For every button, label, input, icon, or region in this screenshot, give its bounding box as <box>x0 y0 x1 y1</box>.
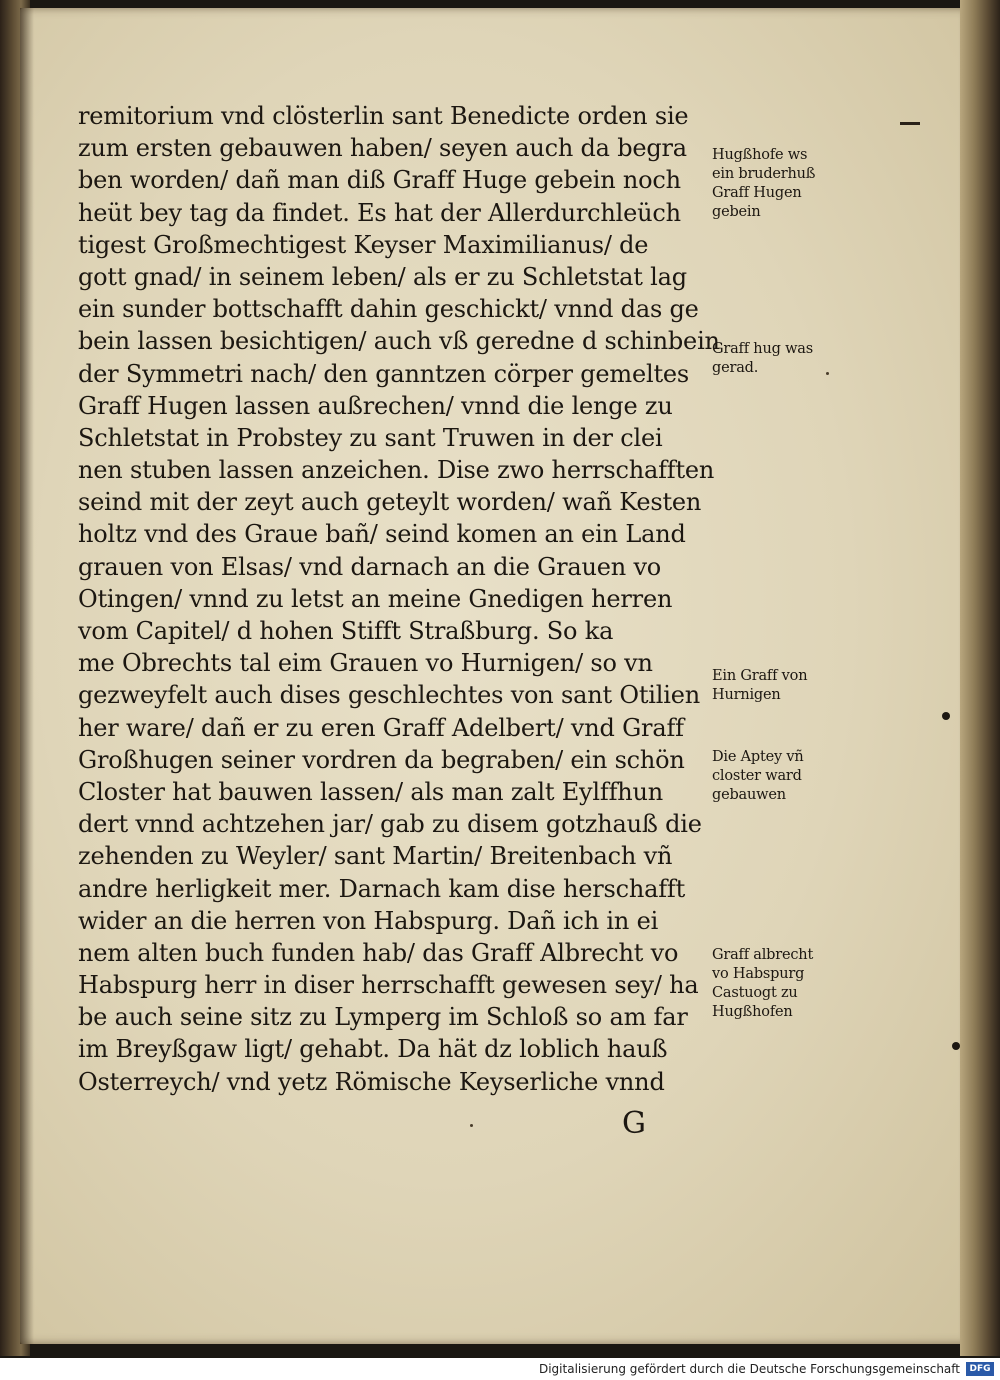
footer-credit: Digitalisierung gefördert durch die Deutsche Forschungsgemeinschaft <box>538 1362 960 1376</box>
text-line: zehenden zu Weyler/ sant Martin/ Breitenbach vñ <box>78 842 673 871</box>
text-line: tigest Großmechtigest Keyser Maximilianus/ de <box>78 230 649 259</box>
signature-mark: G <box>622 1106 646 1141</box>
page-gutter-shadow <box>20 8 34 1344</box>
text-line: ben worden/ dañ man diß Graff Huge gebein noch <box>78 166 681 195</box>
marginal-note-hurnigen <box>712 667 872 705</box>
marginal-note-graff-hug <box>712 340 872 378</box>
marginal-note-line: gerad. <box>712 360 759 376</box>
text-line: zum ersten gebauwen haben/ seyen auch da begra <box>78 134 687 163</box>
marginal-note-line: Die Aptey vñ <box>712 749 804 765</box>
ink-speck <box>470 1124 473 1127</box>
text-line: nem alten buch funden hab/ das Graff Albrecht vo <box>78 938 679 967</box>
text-line: andre herligkeit mer. Darnach kam dise herschafft <box>78 874 686 903</box>
page-mark-dash <box>900 122 920 125</box>
marginal-note-hugshofen <box>712 146 872 222</box>
text-line: be auch seine sitz zu Lymperg im Schloß so am far <box>78 1003 688 1032</box>
marginal-note-line: Ein Graff von <box>712 668 808 684</box>
main-text-block <box>78 100 738 1098</box>
text-line: me Obrechts tal eim Grauen vo Hurnigen/ so vn <box>78 649 653 678</box>
page-stack-edge <box>960 0 1000 1356</box>
text-line: im Breyßgaw ligt/ gehabt. Da hät dz loblich hauß <box>78 1035 668 1064</box>
text-line: grauen von Elsas/ vnd darnach an die Grauen vo <box>78 552 662 581</box>
text-line: seind mit der zeyt auch geteylt worden/ wañ Kesten <box>78 488 702 517</box>
text-line: Osterreych/ vnd yetz Römische Keyserliche vnnd <box>78 1067 665 1096</box>
text-line: wider an die herren von Habspurg. Dañ ich in ei <box>78 906 659 935</box>
text-line: vom Capitel/ d hohen Stifft Straßburg. So ka <box>78 617 614 645</box>
text-line: Otingen/ vnnd zu letst an meine Gnedigen herren <box>78 584 673 613</box>
marginal-note-line: Hurnigen <box>712 687 781 703</box>
marginal-note-line: Hugßhofe ws <box>712 147 808 163</box>
marginal-note-line: Graff Hugen <box>712 185 802 201</box>
text-line: bein lassen besichtigen/ auch vß geredne d schinbein <box>78 327 720 356</box>
text-line: gezweyfelt auch dises geschlechtes von sant Otilien <box>78 681 700 710</box>
marginal-note-line: Graff hug was <box>712 341 813 357</box>
ink-dot <box>942 712 950 720</box>
text-line: holtz vnd des Graue bañ/ seind komen an ein Land <box>78 520 686 549</box>
footer-bar <box>0 1358 1000 1380</box>
text-line: Closter hat bauwen lassen/ als man zalt Eylffhun <box>78 777 664 806</box>
marginal-note-line: ein bruderhuß <box>712 166 816 182</box>
text-line: her ware/ dañ er zu eren Graff Adelbert/ vnd Graff <box>78 713 684 742</box>
dfg-logo: DFG <box>966 1362 994 1376</box>
marginal-note-line: Graff albrecht <box>712 947 814 963</box>
text-line: ein sunder bottschafft dahin geschickt/ vnnd das ge <box>78 295 699 324</box>
marginal-note-line: Castuogt zu <box>712 985 798 1001</box>
ink-speck <box>826 372 829 375</box>
text-line: heüt bey tag da findet. Es hat der Allerdurchleüch <box>78 198 681 227</box>
text-line: Habspurg herr in diser herrschafft gewesen sey/ ha <box>78 971 699 1000</box>
text-line: der Symmetri nach/ den ganntzen cörper gemeltes <box>78 359 690 388</box>
text-line: dert vnnd achtzehen jar/ gab zu disem gotzhauß die <box>78 810 702 839</box>
marginal-note-line: vo Habspurg <box>712 966 805 982</box>
marginal-note-line: gebauwen <box>712 787 786 803</box>
marginal-note-line: closter ward <box>712 768 802 784</box>
marginal-note-aptey <box>712 748 872 805</box>
text-line: Großhugen seiner vordren da begraben/ ein schön <box>78 745 685 774</box>
marginal-note-line: gebein <box>712 204 761 220</box>
marginal-note-albrecht <box>712 946 872 1022</box>
text-line: gott gnad/ in seinem leben/ als er zu Schletstat lag <box>78 262 687 291</box>
ink-dot <box>952 1042 960 1050</box>
text-line: Schletstat in Probstey zu sant Truwen in der clei <box>78 423 663 452</box>
marginal-note-line: Hugßhofen <box>712 1004 793 1020</box>
text-line: remitorium vnd clösterlin sant Benedicte orden sie <box>78 102 689 130</box>
text-line: nen stuben lassen anzeichen. Dise zwo herrschafften <box>78 456 715 485</box>
text-line: Graff Hugen lassen außrechen/ vnnd die lenge zu <box>78 391 673 420</box>
